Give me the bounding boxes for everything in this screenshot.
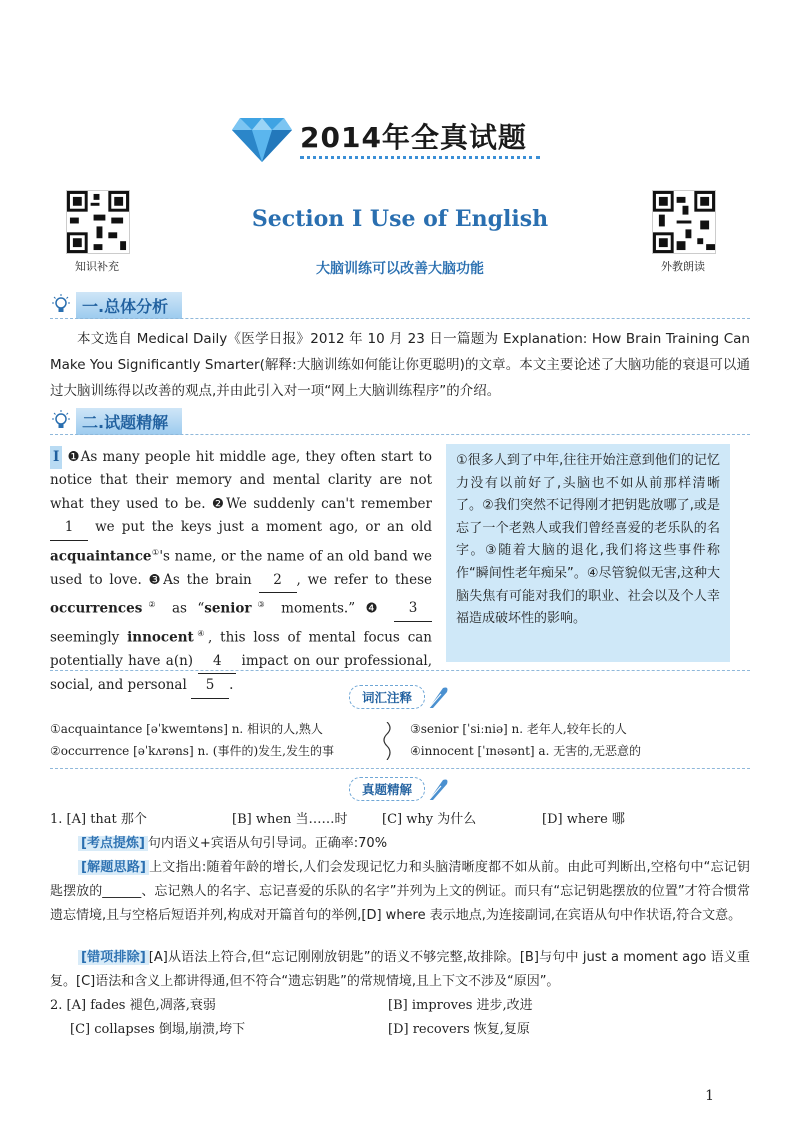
passage-text: seemingly <box>50 629 128 646</box>
vocab-item: ①acquaintance [əˈkweɪntəns] n. 相识的人,熟人 <box>50 722 323 736</box>
page-title: 2014年全真试题 <box>300 121 527 154</box>
overview-paragraph: 本文选自 Medical Daily《医学日报》2012 年 10 月 23 日一篇题为 Explanation: How Brain Training Can Make You Significantly Smarter(解释:大脑训练如何能让你更聪明)的文章。本文主要论述了大脑功能的衰退可以通过大脑训练得以改善的观点,并由此引入对一项“网上大脑训练程序”的介绍。 <box>50 331 750 399</box>
option-a: 1. [A] that 那个 <box>50 812 147 827</box>
option-c: [C] collapses 倒塌,崩溃,垮下 <box>70 1022 246 1037</box>
blank-1: 1 <box>50 516 88 540</box>
paragraph-number: Ⅰ <box>50 446 62 469</box>
qr-right-label: 外教朗读 <box>661 260 705 273</box>
vocab-item: ②occurrence [əˈkʌrəns] n. (事件的)发生,发生的事 <box>50 744 334 758</box>
quill-icon <box>425 776 451 802</box>
part1-heading <box>50 292 182 318</box>
vocab-pill-label: 词汇注释 <box>349 685 425 709</box>
jieti-paragraph <box>50 856 750 928</box>
divider-swirl-icon <box>380 722 394 760</box>
cuoxiang-text: [A]从语法上符合,但“忘记刚刚放钥匙”的语义不够完整,故排除。[B]与句中 just a moment ago 语义重复。[C]语法和含义上都讲得通,但不符合“遗忘钥匙”的常规情境,且上下文不涉及“原因”。 <box>50 950 750 989</box>
passage-text: 's name, or the name of an old band we used to love. ❸As the brain <box>50 548 433 588</box>
option-b: [B] improves 进步,改进 <box>388 998 533 1013</box>
blank-3: 3 <box>394 597 432 621</box>
divider <box>50 318 750 319</box>
lightbulb-icon <box>50 294 72 316</box>
part1-heading-text: 一.总体分析 <box>76 292 182 319</box>
blank-5: 5 <box>191 674 229 698</box>
article-subtitle: 大脑训练可以改善大脑功能 <box>316 261 484 277</box>
quill-icon <box>425 684 451 710</box>
qr-left-label: 知识补充 <box>75 260 119 273</box>
cuoxiang-paragraph <box>50 946 750 994</box>
divider <box>50 768 750 769</box>
solutions-pill-label: 真题精解 <box>349 777 425 801</box>
passage-text: , we refer to these <box>296 571 433 588</box>
option-c: [C] why 为什么 <box>382 812 477 827</box>
blank-2: 2 <box>259 569 297 593</box>
footnote-marker: ② <box>142 599 162 609</box>
footnote-marker: ④ <box>193 628 209 638</box>
divider <box>50 670 750 671</box>
vocab-word: innocent <box>127 629 194 646</box>
footnote-marker: ① <box>151 547 160 557</box>
vocab-item: ④innocent [ˈɪnəsənt] a. 无害的,无恶意的 <box>410 744 642 758</box>
solutions-pill <box>0 778 800 800</box>
passage-text: ❶As many people hit middle age, they often start to notice that their memory and mental clarity are not what they used to be. ❷We suddenly can't remember <box>50 449 432 512</box>
part2-heading <box>50 408 182 434</box>
translation-box: ①很多人到了中年,往往开始注意到他们的记忆力没有以前好了,头脑也不如从前那样清晰了。②我们突然不记得刚才把钥匙放哪了,或是忘了一个老熟人或我们曾经喜爱的老乐队的名字。③随着大脑的退化,我们将这些事件称作“瞬间性老年痴呆”。④尽管貌似无害,这种大脑失焦有可能对我们的职业、社会以及个人幸福造成破坏性的影响。 <box>446 444 730 662</box>
footnote-marker: ③ <box>251 599 271 609</box>
page-number: 1 <box>705 1088 714 1104</box>
vocab-pill <box>0 686 800 708</box>
passage-text: . <box>229 677 234 694</box>
tag-kaodian: [考点提炼] <box>78 836 148 851</box>
title-underline <box>300 156 540 159</box>
kaodian-text: 句内语义+宾语从句引导词。正确率:70% <box>147 836 388 851</box>
vocab-word: acquaintance <box>50 548 152 565</box>
kaodian-line <box>78 832 750 856</box>
passage-text: , this loss of mental focus can potentially have a(n) <box>50 629 432 669</box>
tag-cuoxiang: [错项排除] <box>78 950 149 965</box>
vocab-item: ③senior [ˈsiːniə] n. 老年人,较年长的人 <box>410 722 627 736</box>
option-b: [B] when 当……时 <box>232 812 348 827</box>
option-d: [D] recovers 恢复,复原 <box>388 1022 530 1037</box>
passage-english <box>50 446 432 699</box>
passage-text: as “ <box>161 600 205 617</box>
option-d: [D] where 哪 <box>542 812 625 827</box>
passage-text: moments.” ❹ <box>270 600 395 617</box>
title-block <box>230 110 590 170</box>
part2-heading-text: 二.试题精解 <box>76 408 182 435</box>
diamond-icon <box>230 110 294 164</box>
lightbulb-icon <box>50 410 72 432</box>
passage-text: we put the keys just a moment ago, or an old <box>88 519 432 536</box>
passage-text: impact on our professional, social, and personal <box>50 652 432 694</box>
section-title: Section Ⅰ Use of English <box>251 206 549 232</box>
jieti-text: 上文指出:随着年龄的增长,人们会发现记忆力和头脑清晰度都不如从前。由此可判断出,空格句中“忘记钥匙摆放的______、忘记熟人的名字、忘记喜爱的乐队的名字”并列为上文的例证。而只有“忘记钥匙摆放的位置”才符合惯常遗忘情境,且与空格后短语并列,构成对开篇首句的举例,[D] where 表示地点,为连接副词,在宾语从句中作状语,符合文意。 <box>50 860 750 923</box>
blank-4: 4 <box>198 650 236 674</box>
divider <box>50 434 750 435</box>
vocab-word: occurrences <box>50 600 143 617</box>
vocab-word: senior <box>204 600 252 617</box>
tag-jieti: [解题思路] <box>78 860 149 875</box>
option-a: 2. [A] fades 褪色,凋落,衰弱 <box>50 998 216 1013</box>
